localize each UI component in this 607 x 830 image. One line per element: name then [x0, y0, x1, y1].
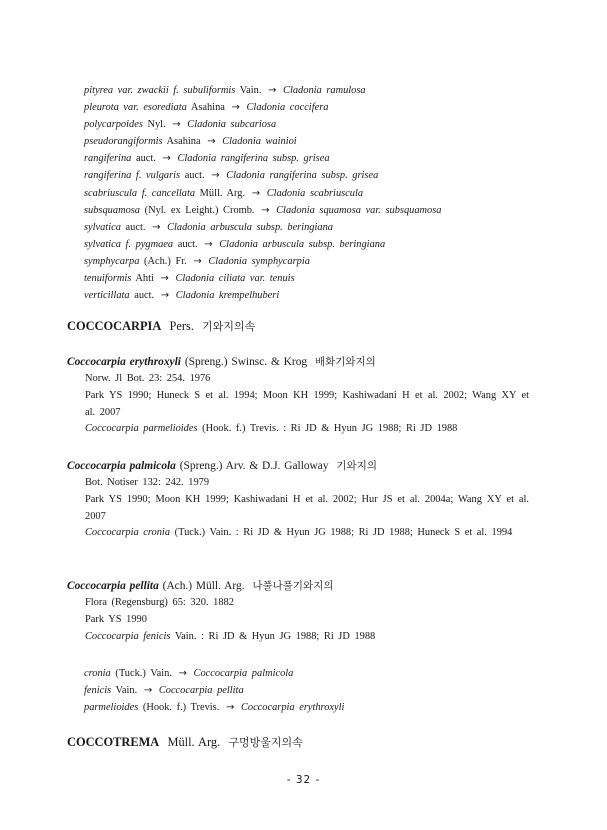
- species-title: [67, 578, 529, 595]
- species-name: Coccocarpia erythroxyli: [67, 356, 181, 368]
- synonym-target: Cladonia rangiferina subsp. grisea: [177, 153, 330, 165]
- synonym-target: Coccocarpia pellita: [158, 685, 244, 697]
- arrow-icon: →: [207, 136, 216, 148]
- synonym-target: Cladonia rangiferina subsp. grisea: [226, 170, 379, 182]
- species-author: (Ach.) Müll. Arg.: [162, 580, 245, 592]
- synonym-target: Cladonia krempelhuberi: [175, 290, 280, 302]
- arrow-icon: →: [160, 273, 169, 285]
- synonym-line: [84, 185, 554, 202]
- synonym-target: Cladonia arbuscula subsp. beringiana: [167, 221, 333, 233]
- synonym-target: Coccocarpia palmicola: [193, 668, 294, 679]
- genus-author: Pers.: [169, 319, 194, 333]
- synonym-line: [84, 665, 554, 682]
- species-name: Coccocarpia palmicola: [67, 460, 176, 472]
- synonym-author: auct.: [177, 238, 198, 250]
- page-number: - 32 -: [286, 774, 321, 786]
- arrow-icon: →: [204, 238, 213, 250]
- synonym-target: Coccocarpia erythroxyli: [240, 702, 345, 714]
- synonym-author: (Nyl. ex Leight.) Cromb.: [144, 204, 255, 216]
- arrow-icon: →: [268, 85, 277, 96]
- synonym-author: Ahti: [135, 273, 154, 285]
- arrow-icon: →: [211, 170, 220, 182]
- species-title: [67, 458, 529, 475]
- synonym-target: Cladonia scabriuscula: [266, 187, 364, 199]
- synonym-author: (Tuck.) Vain.: [115, 668, 172, 679]
- synonym-epithet: polycarpoides: [84, 119, 143, 131]
- synonym-author: Vain.: [239, 85, 262, 96]
- arrow-icon: →: [231, 102, 240, 114]
- synonym-line: [84, 682, 554, 699]
- synonym-line: [84, 133, 554, 150]
- synonym-author: auct.: [135, 153, 156, 165]
- species-korean-name: 나풀나풀기와지의: [252, 580, 334, 592]
- arrow-icon: →: [143, 685, 153, 697]
- synonym-epithet: sylvatica: [84, 221, 121, 233]
- genus-korean-name: 구멍방울지의속: [228, 736, 303, 749]
- species-synonym: [67, 421, 529, 438]
- synonym-name: Coccocarpia parmelioides: [85, 423, 198, 435]
- arrow-icon: →: [152, 221, 161, 233]
- species-protologue: Flora (Regensburg) 65: 320. 1882: [85, 597, 234, 608]
- synonym-epithet: rangiferina: [84, 153, 132, 165]
- synonym-target: Cladonia ciliata var. tenuis: [175, 273, 295, 285]
- synonym-epithet: parmelioides: [84, 702, 139, 714]
- species-entry: [67, 578, 529, 645]
- synonym-author: Nyl.: [147, 119, 166, 131]
- species-title: [67, 354, 529, 371]
- synonym-line: [84, 236, 554, 253]
- species-author: (Spreng.) Arv. & D.J. Galloway: [179, 460, 329, 472]
- synonym-target: Cladonia wainioi: [222, 136, 297, 148]
- genus-author: Müll. Arg.: [167, 735, 221, 749]
- arrow-icon: →: [261, 204, 270, 216]
- genus-korean-name: 기와지의속: [202, 320, 256, 333]
- synonym-author: (Hook. f.) Trevis.: [142, 702, 220, 714]
- synonym-citation: (Tuck.) Vain. : Ri JD & Hyun JG 1988; Ri JD 1988; Huneck S et al. 1994: [174, 527, 513, 539]
- synonym-line: [84, 82, 554, 99]
- genus-heading-coccocarpia: [67, 318, 255, 334]
- synonym-epithet: rangiferina f. vulgaris: [84, 170, 181, 182]
- synonym-line: [84, 699, 554, 716]
- arrow-icon: →: [160, 290, 170, 302]
- synonym-target: Cladonia squamosa var. subsquamosa: [276, 204, 442, 216]
- synonym-name: Coccocarpia fenicis: [85, 630, 171, 642]
- synonym-author: auct.: [134, 290, 155, 302]
- synonym-epithet: cronia: [84, 668, 111, 679]
- species-entry: [67, 458, 529, 542]
- synonym-epithet: pleurota var. esorediata: [84, 102, 187, 114]
- synonym-author: (Ach.) Fr.: [144, 255, 187, 267]
- synonym-epithet: fenicis: [84, 685, 112, 697]
- species-references: Park YS 1990: [85, 613, 147, 625]
- species-synonym: [67, 525, 529, 542]
- synonym-epithet: pityrea var. zwackii f. subuliformis: [84, 85, 236, 96]
- species-korean-name: 배화기와지의: [314, 356, 376, 368]
- synonym-line: [84, 150, 554, 167]
- synonym-author: auct.: [184, 170, 205, 182]
- species-author: (Spreng.) Swinsc. & Krog: [184, 356, 308, 368]
- cladonia-synonym-list: [84, 82, 554, 304]
- synonym-epithet: scabriuscula f. cancellata: [84, 187, 196, 199]
- synonym-target: Cladonia coccifera: [246, 102, 329, 114]
- synonym-epithet: pseudorangiformis: [84, 136, 163, 148]
- synonym-target: Cladonia ramulosa: [283, 85, 366, 96]
- synonym-line: [84, 270, 554, 287]
- synonym-target: Cladonia symphycarpia: [208, 255, 310, 267]
- synonym-citation: (Hook. f.) Trevis. : Ri JD & Hyun JG 1988; Ri JD 1988: [202, 423, 458, 435]
- synonym-epithet: tenuiformis: [84, 273, 132, 285]
- synonym-author: Asahina: [166, 136, 201, 148]
- arrow-icon: →: [225, 702, 235, 714]
- arrow-icon: →: [178, 668, 187, 679]
- species-synonym: [67, 629, 529, 646]
- synonym-line: [84, 253, 554, 270]
- synonym-name: Coccocarpia cronia: [85, 527, 171, 539]
- synonym-target: Cladonia arbuscula subsp. beringiana: [219, 238, 386, 250]
- arrow-icon: →: [162, 153, 171, 165]
- synonym-line: [84, 99, 554, 116]
- genus-name: COCCOTREMA: [67, 735, 160, 749]
- synonym-line: [84, 167, 554, 184]
- arrow-icon: →: [172, 119, 181, 131]
- synonym-epithet: symphycarpa: [84, 255, 140, 267]
- species-references: Park YS 1990; Huneck S et al. 1994; Moon KH 1999; Kashiwadani H et al. 2002; Wang XY et al. 2007: [85, 389, 529, 418]
- species-name: Coccocarpia pellita: [67, 580, 159, 592]
- genus-heading-coccotrema: [67, 734, 303, 750]
- synonym-author: Müll. Arg.: [199, 187, 246, 199]
- synonym-epithet: subsquamosa: [84, 204, 141, 216]
- synonym-author: auct.: [125, 221, 146, 233]
- synonym-citation: Vain. : Ri JD & Hyun JG 1988; Ri JD 1988: [174, 630, 376, 642]
- synonym-epithet: verticillata: [84, 290, 130, 302]
- coccocarpia-synonym-list: [84, 665, 554, 716]
- arrow-icon: →: [251, 187, 261, 199]
- genus-name: COCCOCARPIA: [67, 319, 162, 333]
- synonym-line: [84, 116, 554, 133]
- species-korean-name: 기와지의: [336, 460, 377, 472]
- synonym-line: [84, 219, 554, 236]
- species-protologue: Norw. Jl Bot. 23: 254. 1976: [85, 373, 211, 384]
- species-entry: [67, 354, 529, 438]
- synonym-line: [84, 202, 554, 219]
- synonym-line: [84, 287, 554, 304]
- arrow-icon: →: [193, 255, 202, 267]
- synonym-author: Vain.: [115, 685, 138, 697]
- species-protologue: Bot. Notiser 132: 242. 1979: [85, 477, 210, 488]
- synonym-target: Cladonia subcariosa: [187, 119, 277, 131]
- synonym-author: Asahina: [190, 102, 225, 114]
- synonym-epithet: sylvatica f. pygmaea: [84, 238, 174, 250]
- species-references: Park YS 1990; Moon KH 1999; Kashiwadani H et al. 2002; Hur JS et al. 2004a; Wang XY et al. 2007: [85, 493, 529, 522]
